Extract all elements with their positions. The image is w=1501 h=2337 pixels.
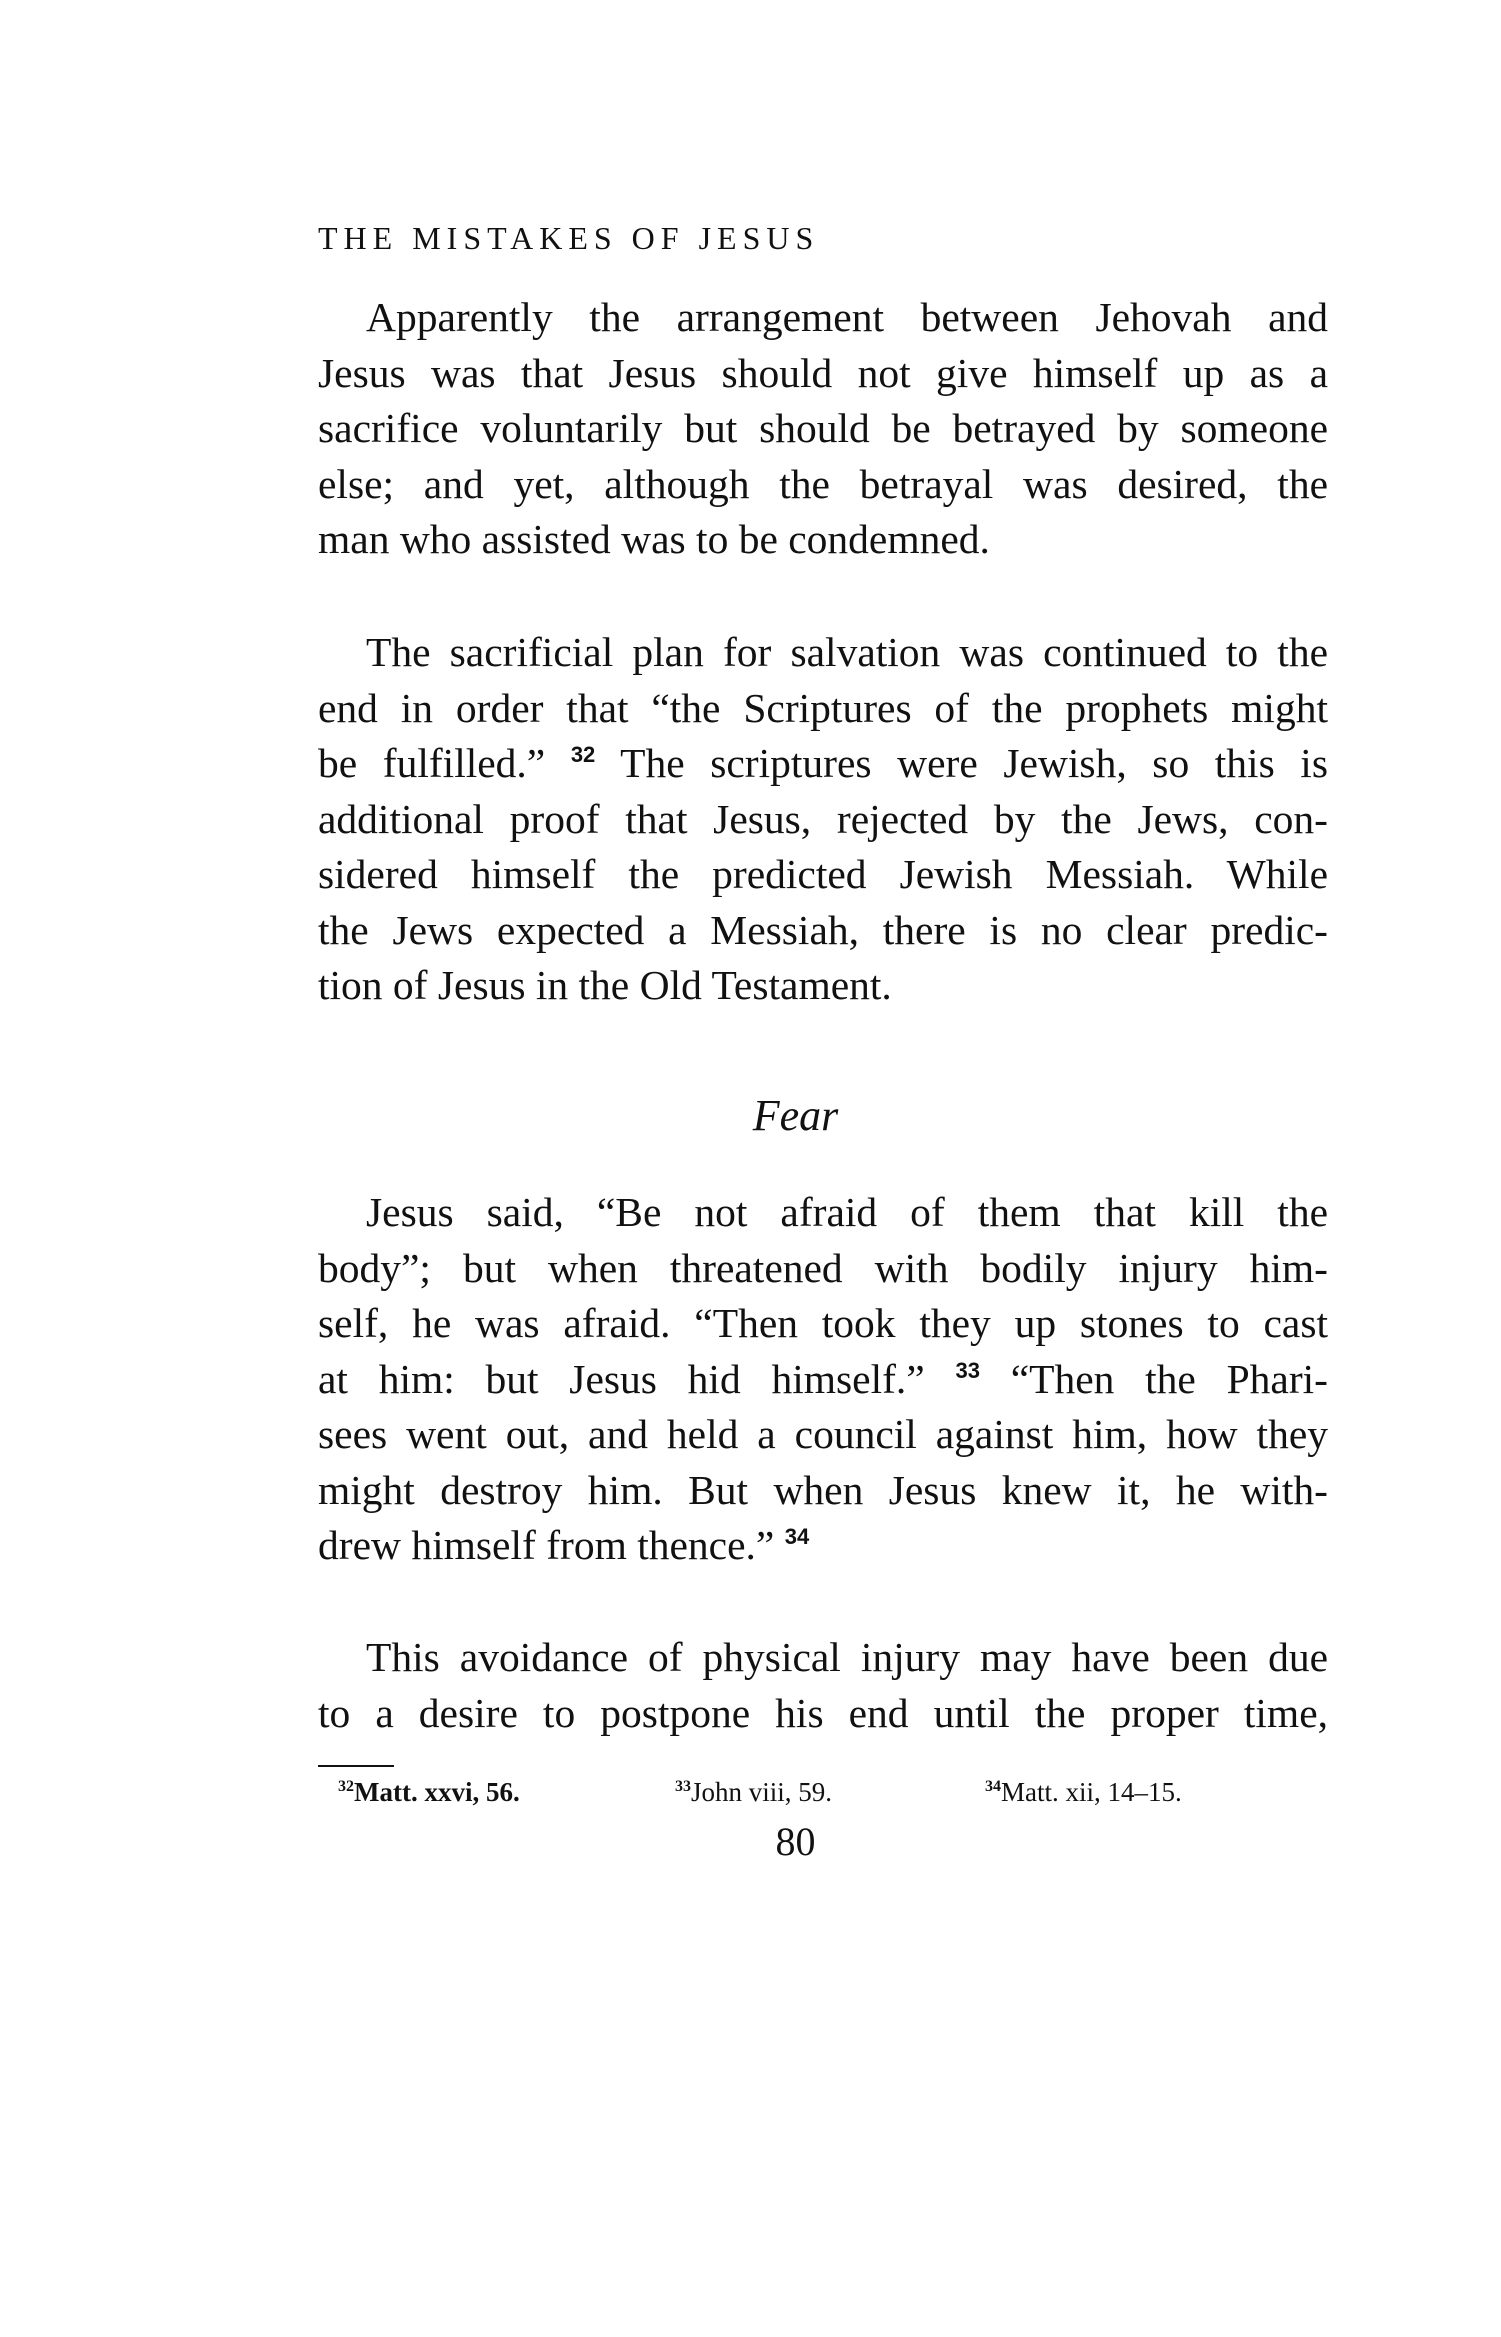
footnote-34	[985, 1777, 1182, 1808]
footnote-ref-33[interactable]: 33	[955, 1357, 980, 1383]
text-line: sidered himself the predicted Jewish Messiah. While	[318, 851, 1328, 897]
text-segment: at him: but Jesus hid himself.”	[318, 1355, 956, 1402]
text-line: Apparently the arrangement between Jehovah and	[366, 294, 1328, 340]
footnote-number: 32	[338, 1778, 354, 1795]
text-line: to a desire to postpone his end until the proper time,	[318, 1689, 1328, 1736]
text-segment: The scriptures were Jewish, so this is	[595, 740, 1328, 786]
text-line: the Jews expected a Messiah, there is no clear predic-	[318, 906, 1328, 953]
footnote-32	[338, 1777, 520, 1808]
text-line	[318, 1518, 1328, 1574]
footnote-number: 33	[675, 1778, 691, 1795]
text-line: self, he was afraid. “Then took they up stones to cast	[318, 1300, 1328, 1346]
footnote-text: Matt. xxvi, 56.	[354, 1777, 520, 1807]
text-line: additional proof that Jesus, rejected by the Jews, con-	[318, 795, 1328, 842]
text-line	[318, 1352, 1328, 1408]
text-line: Jesus was that Jesus should not give himself up as a	[318, 349, 1328, 396]
text-line: sees went out, and held a council against him, how they	[318, 1411, 1328, 1457]
running-head: THE MISTAKES OF JESUS	[318, 220, 820, 256]
paragraph-avoidance	[318, 1630, 1328, 1741]
text-line: else; and yet, although the betrayal was desired, the	[318, 460, 1328, 507]
footnote-text: John viii, 59.	[691, 1777, 833, 1807]
text-line: This avoidance of physical injury may have been due	[366, 1634, 1328, 1680]
footnote-text: Matt. xii, 14–15.	[1001, 1777, 1182, 1807]
text-line: tion of Jesus in the Old Testament.	[318, 962, 892, 1008]
text-line: man who assisted was to be condemned.	[318, 516, 990, 562]
text-segment: drew himself from thence.”	[318, 1522, 785, 1568]
text-line: end in order that “the Scriptures of the prophets might	[318, 684, 1328, 731]
text-line: body”; but when threatened with bodily injury him-	[318, 1244, 1328, 1291]
section-heading-fear: Fear	[752, 1091, 839, 1140]
text-line: sacrifice voluntarily but should be betrayed by someone	[318, 405, 1328, 451]
footnote-ref-34[interactable]: 34	[784, 1524, 810, 1550]
footnote-ref-32[interactable]: 32	[570, 742, 596, 768]
text-line	[318, 736, 1328, 792]
paragraph-fear	[318, 1185, 1328, 1574]
text-line: might destroy him. But when Jesus knew it, he with-	[318, 1466, 1328, 1513]
footnote-divider	[318, 1765, 394, 1767]
footnotes	[0, 1777, 1501, 1821]
text-segment: be fulfilled.”	[318, 740, 571, 786]
paragraph-sacrificial-plan	[318, 625, 1328, 1014]
footnote-33	[675, 1777, 832, 1808]
text-line: The sacrificial plan for salvation was continued to the	[366, 629, 1328, 675]
text-line: Jesus said, “Be not afraid of them that kill the	[366, 1189, 1328, 1235]
text-segment: “Then the Phari-	[979, 1355, 1328, 1402]
paragraph-betrayal	[318, 290, 1328, 568]
page-number: 80	[775, 1819, 816, 1864]
footnote-number: 34	[985, 1778, 1001, 1795]
